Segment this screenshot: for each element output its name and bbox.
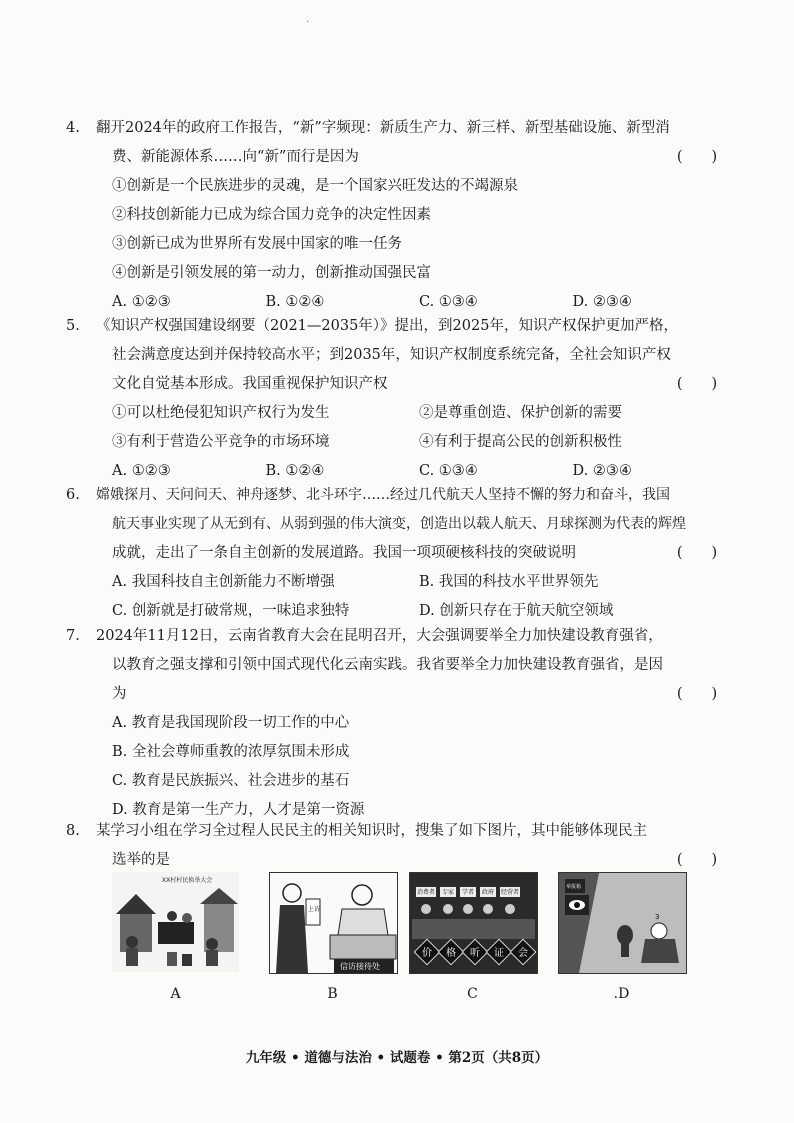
picture-c-tag: 学者 [462,889,475,896]
picture-c-banner-char: 会 [518,948,528,959]
picture-c-tag: 专家 [442,889,455,896]
svg-text:3: 3 [655,913,660,921]
picture-b [269,872,398,974]
picture-c-label: C [467,986,478,1002]
option-d: D. 教育是第一生产力，人才是第一资源 [112,802,365,818]
option-d: D. ②③④ [572,294,632,310]
option-d: D. ②③④ [572,463,632,479]
question-text: 文化自觉基本形成。我国重视保护知识产权 [112,376,388,392]
answer-parenthesis: ( ) [676,686,718,702]
picture-a-sign: XX村村民换举大会 [162,877,213,884]
question-text: 嫦娥探月、天问问天、神舟逐梦、北斗环宇……经过几代航天人坚持不懈的努力和奋斗，我国 [96,487,670,503]
picture-c-tag: 经营者 [501,889,520,896]
option-a: A. 我国科技自主创新能力不断增强 [112,574,335,590]
option-b: B. ①②④ [265,463,325,479]
scan-dot: . [306,14,310,25]
statement: ①创新是一个民族进步的灵魂，是一个国家兴旺发达的不竭源泉 [112,178,518,194]
question-4 [66,114,726,317]
option-a: A. ①②③ [112,463,171,479]
picture-a-label: A [170,986,181,1002]
picture-c-tag: 消费者 [417,889,436,896]
answer-parenthesis: ( ) [676,852,718,868]
statement: ③创新已成为世界所有发展中国家的唯一任务 [112,236,402,252]
statement: ②是尊重创造、保护创新的需要 [419,405,622,421]
question-number: 7. [66,628,80,644]
picture-d [558,872,687,974]
question-text: 航天事业实现了从无到有、从弱到强的伟大演变，创造出以载人航天、月球探测为代表的辉煌 [112,516,686,532]
option-d: D. 创新只存在于航天航空领域 [419,603,614,619]
option-c: C. 创新就是打破常规，一味追求独特 [112,603,350,619]
petition-office-illustration [270,873,397,973]
question-5 [66,312,726,486]
picture-b-label: B [327,986,338,1002]
question-text: 2024年11月12日，云南省教育大会在昆明召开，大会强调要举全力加快建设教育强省， [96,628,663,644]
option-c: C. 教育是民族振兴、社会进步的基石 [112,773,350,789]
option-c: C. ①③④ [419,463,478,479]
question-8 [66,817,726,875]
statement: ④创新是引领发展的第一动力，创新推动国强民富 [112,265,431,281]
option-b: B. ①②④ [265,294,325,310]
page-footer: 九年级 • 道德与法治 • 试题卷 • 第2页（共8页） [245,1050,549,1066]
question-number: 5. [66,318,80,334]
village-meeting-illustration [112,872,239,972]
picture-a [112,872,239,972]
statement: ③有利于营造公平竞争的市场环境 [112,434,330,450]
question-number: 6. [66,487,80,503]
answer-parenthesis: ( ) [676,545,718,561]
question-number: 8. [66,823,80,839]
question-text: 《知识产权强国建设纲要（2021—2035年）》提出，到2025年，知识产权保护更加严格， [96,318,678,334]
question-text: 某学习小组在学习全过程人民民主的相关知识时，搜集了如下图片，其中能够体现民主 [96,823,647,839]
question-number: 4. [66,120,80,136]
picture-d-sign: 举报箱 [566,884,582,890]
picture-c-banner-char: 听 [470,948,480,959]
picture-c [409,872,538,974]
question-text: 为 [112,686,127,702]
picture-b-sign: 上访 [308,906,321,913]
option-b: B. 全社会尊师重教的浓厚氛围未形成 [112,744,350,760]
question-text: 翻开2024年的政府工作报告，“新”字频现：新质生产力、新三样、新型基础设施、新型消 [96,120,670,136]
option-c: C. ①③④ [419,294,478,310]
picture-c-banner-char: 证 [494,948,504,959]
picture-c-banner-char: 价 [422,948,432,959]
question-6 [66,481,726,626]
picture-row [112,872,712,1002]
picture-c-tag: 政府 [482,889,495,896]
question-text: 社会满意度达到并保持较高水平；到2035年，知识产权制度系统完备，全社会知识产权 [112,347,671,363]
question-7 [66,622,726,825]
statement: ④有利于提高公民的创新积极性 [419,434,622,450]
question-text: 费、新能源体系……向“新”而行是因为 [112,149,359,165]
picture-d-label: .D [613,986,630,1002]
question-text: 选举的是 [112,852,170,868]
question-text: 以教育之强支撑和引领中国式现代化云南实践。我省要举全力加快建设教育强省，是因 [112,657,663,673]
statement: ①可以杜绝侵犯知识产权行为发生 [112,405,330,421]
statement: ②科技创新能力已成为综合国力竞争的决定性因素 [112,207,431,223]
option-a: A. ①②③ [112,294,171,310]
report-box-illustration [559,873,686,973]
picture-b-desk-sign: 信访接待处 [340,962,380,971]
price-hearing-illustration [410,873,537,973]
question-text: 成就，走出了一条自主创新的发展道路。我国一项项硬核科技的突破说明 [112,545,576,561]
answer-parenthesis: ( ) [676,149,718,165]
picture-c-banner-char: 格 [446,948,456,959]
answer-parenthesis: ( ) [676,376,718,392]
option-b: B. 我国的科技水平世界领先 [419,574,599,590]
option-a: A. 教育是我国现阶段一切工作的中心 [112,715,350,731]
